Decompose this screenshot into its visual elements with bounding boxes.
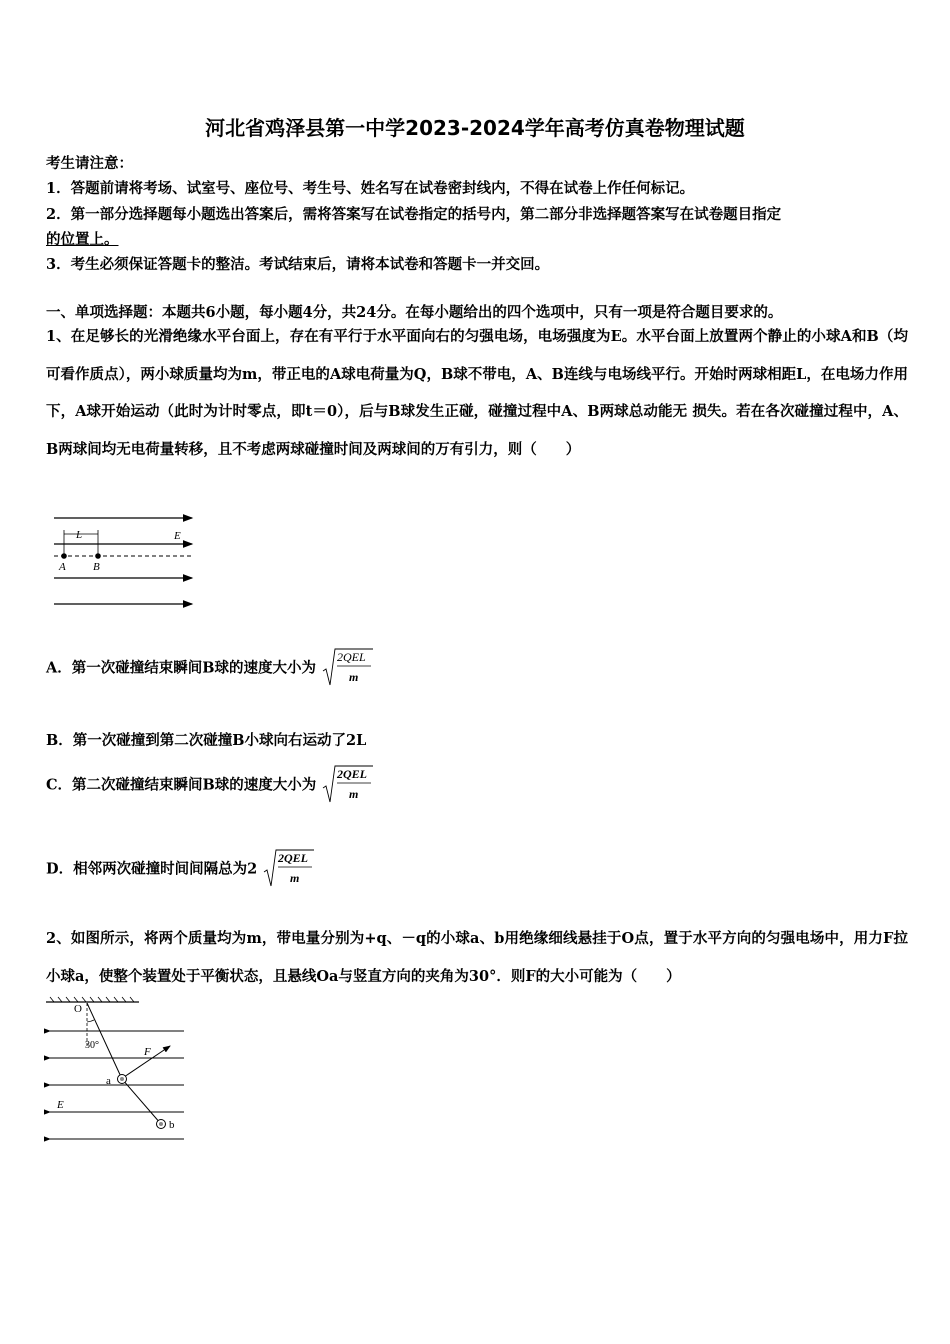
notice-heading: 考生请注意： xyxy=(46,155,133,172)
ball-a xyxy=(61,553,67,559)
ceiling-hatch xyxy=(50,997,134,1002)
notice-item-2: 2．第一部分选择题每小题选出答案后，需将答案写在试卷指定的括号内，第二部分非选择题答案写在试卷题目指定 xyxy=(46,206,782,223)
formula-sqrt xyxy=(321,762,373,806)
label-b: b xyxy=(169,1119,175,1131)
option-d-text: D．相邻两次碰撞时间间隔总为2 xyxy=(46,860,258,878)
question-2-text: 2、如图所示，将两个质量均为m，带电量分别为+q、－q的小球a、b用绝缘细线悬挂于O点，置于水平方向的匀强电场中，用力F拉小球a，使整个装置处于平衡状态，且悬线Oa与竖直方向的夹角为30°．则F的大小可能为（ ） xyxy=(46,930,908,985)
option-a-text: A．第一次碰撞结束瞬间B球的速度大小为 xyxy=(46,659,317,677)
ball-b xyxy=(95,553,101,559)
svg-text:2QEL: 2QEL xyxy=(337,650,366,664)
option-d[interactable] xyxy=(46,846,314,890)
label-B: B xyxy=(93,561,100,573)
question-1-figure xyxy=(48,508,198,613)
option-b-text: B．第一次碰撞到第二次碰撞B小球向右运动了2L xyxy=(46,732,367,749)
notice-item-3: 3．考生必须保证答题卡的整洁。考试结束后，请将本试卷和答题卡一并交回。 xyxy=(46,256,550,273)
svg-text:m: m xyxy=(349,670,359,684)
label-E: E xyxy=(174,530,181,542)
option-b[interactable] xyxy=(46,729,366,750)
svg-text:m: m xyxy=(349,787,359,801)
option-c[interactable] xyxy=(46,762,373,806)
notice-item-2-cont: 的位置上。 xyxy=(46,231,119,248)
formula-sqrt xyxy=(321,645,373,689)
label-E: E xyxy=(57,1099,64,1111)
formula-sqrt xyxy=(262,846,314,890)
option-a[interactable] xyxy=(46,645,373,689)
question-1-text: 1、在足够长的光滑绝缘水平台面上，存在有平行于水平面向右的匀强电场，电场强度为E。水平台面上放置两个静止的小球A和B（均可看作质点），两小球质量均为m，带正电的A球电荷量为Q，B球不带电，A、B连线与电场线平行。开始时两球相距L，在电场力作用下，A球开始运动（此时为计时零点，即t＝0），后与B球发生正碰，碰撞过程中A、B两球总动能无 损失。若在各次碰撞过程中，A、B两球间均无电荷量转移，且不考虑两球碰撞时间及两球间的万有引力，则（ ） xyxy=(46,328,908,458)
svg-text:2QEL: 2QEL xyxy=(278,851,309,865)
label-O: O xyxy=(74,1003,82,1015)
label-a: a xyxy=(106,1075,111,1087)
svg-text:2QEL: 2QEL xyxy=(337,767,368,781)
svg-text:m: m xyxy=(290,871,300,885)
label-A: A xyxy=(59,561,66,573)
label-F: F xyxy=(144,1046,151,1058)
option-c-text: C．第二次碰撞结束瞬间B球的速度大小为 xyxy=(46,776,317,794)
string-ab xyxy=(122,1079,161,1124)
label-angle: 30° xyxy=(85,1040,99,1051)
section1-heading: 一、单项选择题：本题共6小题，每小题4分，共24分。在每小题给出的四个选项中，只有一项是符合题目要求的。 xyxy=(46,304,783,321)
label-L: L xyxy=(76,529,83,541)
question-2-figure xyxy=(44,996,189,1146)
notice-item-1: 1．答题前请将考场、试室号、座位号、考生号、姓名写在试卷密封线内，不得在试卷上作任何标记。 xyxy=(46,180,695,197)
page-title: 河北省鸡泽县第一中学2023-2024学年高考仿真卷物理试题 xyxy=(205,116,745,140)
